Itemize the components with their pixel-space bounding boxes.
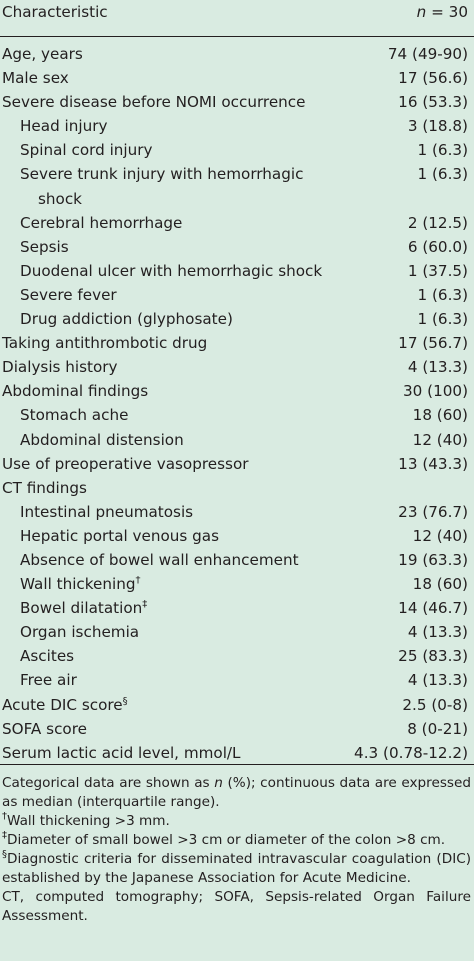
footnote-text: Wall thickening >3 mm. <box>7 813 170 829</box>
footnote-marker: § <box>122 695 128 707</box>
column-header-characteristic: Characteristic <box>2 3 108 21</box>
row-label: Spinal cord injury <box>20 141 153 160</box>
table-row <box>0 500 474 524</box>
row-label: Cerebral hemorrhage <box>20 213 183 232</box>
row-label: CT findings <box>2 478 87 497</box>
row-label-text: Bowel dilatation <box>20 599 143 618</box>
row-value: 23 (76.7) <box>398 502 468 521</box>
row-value: 3 (18.8) <box>407 117 468 136</box>
row-label: Serum lactic acid level, mmol/L <box>2 743 241 762</box>
row-value: 2 (12.5) <box>407 213 468 232</box>
n-symbol: n <box>214 775 223 791</box>
footnotes <box>0 774 474 926</box>
footnote-text: Diagnostic criteria for disseminated intravascular coagulation (DIC) established by the Japanese Association for Acute Medicine. <box>2 851 471 886</box>
footnote-section <box>0 850 474 888</box>
row-value: 4 (13.3) <box>407 358 468 377</box>
row-label: Drug addiction (glyphosate) <box>20 310 233 329</box>
row-label: Free air <box>20 671 77 690</box>
table-row <box>0 114 474 138</box>
row-label: Taking antithrombotic drug <box>2 334 208 353</box>
table-row <box>0 331 474 355</box>
row-value: 19 (63.3) <box>398 550 468 569</box>
row-label: Absence of bowel wall enhancement <box>20 550 299 569</box>
row-label <box>2 693 128 717</box>
row-value: 12 (40) <box>412 526 468 545</box>
row-value: 2.5 (0-8) <box>402 695 468 714</box>
header-rule <box>0 36 474 37</box>
row-label: Age, years <box>2 45 83 63</box>
row-value: 17 (56.7) <box>398 334 468 353</box>
table-row <box>0 259 474 283</box>
table-row <box>0 741 474 765</box>
row-label: Abdominal findings <box>2 382 149 401</box>
footnote-text: (%); continuous data are expressed as median (interquartile range). <box>2 775 471 810</box>
footnote-text: Categorical data are shown as <box>2 775 215 791</box>
table-row <box>0 66 474 90</box>
table-row <box>0 620 474 644</box>
row-value: 13 (43.3) <box>398 454 468 473</box>
table-row <box>0 403 474 427</box>
row-value: 4 (13.3) <box>407 671 468 690</box>
table-row <box>0 693 474 717</box>
row-value: 4 (13.3) <box>407 623 468 642</box>
row-label: Abdominal distension <box>20 430 184 449</box>
row-label: Severe fever <box>20 285 117 304</box>
row-value: 1 (6.3) <box>417 141 468 160</box>
table-row <box>0 90 474 114</box>
table-row <box>0 644 474 668</box>
row-label: Head injury <box>20 117 108 136</box>
footnote-abbreviations: CT, computed tomography; SOFA, Sepsis-related Organ Failure Assessment. <box>2 889 471 924</box>
row-value: 8 (0-21) <box>407 719 468 738</box>
row-label: Dialysis history <box>2 358 118 377</box>
row-value: 4.3 (0.78-12.2) <box>354 743 468 762</box>
row-value: 1 (6.3) <box>417 310 468 329</box>
row-label: Sepsis <box>20 237 69 256</box>
row-value: 18 (60) <box>412 406 468 425</box>
row-value: 14 (46.7) <box>398 599 468 618</box>
table-row <box>0 548 474 572</box>
row-value: 12 (40) <box>412 430 468 449</box>
footnote-categorical <box>0 774 474 812</box>
table-row <box>0 476 474 500</box>
table-row <box>0 211 474 235</box>
table-row <box>0 717 474 741</box>
row-value: 25 (83.3) <box>398 647 468 666</box>
row-label: Organ ischemia <box>20 623 140 642</box>
table-bottom-rule <box>0 764 474 765</box>
row-value: 30 (100) <box>403 382 468 401</box>
footnote-text: Diameter of small bowel >3 cm or diameter of the colon >8 cm. <box>7 832 446 848</box>
row-label: Hepatic portal venous gas <box>20 526 220 545</box>
row-label: Ascites <box>20 647 75 666</box>
row-label-text: Acute DIC score <box>2 695 123 714</box>
row-value: 18 (60) <box>412 575 468 594</box>
row-label: Male sex <box>2 69 69 88</box>
row-value: 1 (6.3) <box>417 165 468 184</box>
column-header-n <box>417 3 468 21</box>
footnote-double-dagger <box>0 831 474 850</box>
row-label <box>20 596 147 620</box>
table-row <box>0 42 474 66</box>
n-value: = 30 <box>426 3 468 21</box>
table-row <box>0 452 474 476</box>
table-row <box>0 283 474 307</box>
row-value: 16 (53.3) <box>398 93 468 112</box>
n-symbol: n <box>416 3 427 21</box>
table-row <box>0 307 474 331</box>
row-value: 17 (56.6) <box>398 69 468 88</box>
table-row <box>0 428 474 452</box>
table-row <box>0 379 474 403</box>
row-value: 6 (60.0) <box>407 237 468 256</box>
table-row <box>0 162 474 210</box>
table-row <box>0 572 474 596</box>
row-value: 74 (49-90) <box>387 45 468 63</box>
row-label: Intestinal pneumatosis <box>20 502 194 521</box>
table-body <box>0 42 474 765</box>
table-row <box>0 668 474 692</box>
row-value: 1 (37.5) <box>407 261 468 280</box>
table-row <box>0 235 474 259</box>
row-label <box>20 162 320 210</box>
table-row <box>0 355 474 379</box>
row-value: 1 (6.3) <box>417 285 468 304</box>
row-label: Use of preoperative vasopressor <box>2 454 249 473</box>
row-label-line2: shock <box>38 189 82 208</box>
footnote-marker: † <box>135 575 141 587</box>
row-label-text: Wall thickening <box>20 575 136 594</box>
table-row <box>0 596 474 620</box>
footnote-symbol: † <box>2 811 7 822</box>
row-label: Duodenal ulcer with hemorrhagic shock <box>20 261 323 280</box>
footnote-symbol: ‡ <box>2 830 7 841</box>
row-label: Severe disease before NOMI occurrence <box>2 93 306 112</box>
table-row <box>0 524 474 548</box>
row-label-line1: Severe trunk injury with hemorrhagic <box>20 165 304 184</box>
footnote-dagger <box>0 812 474 831</box>
table-row <box>0 138 474 162</box>
row-label: Stomach ache <box>20 406 129 425</box>
row-label: SOFA score <box>2 719 87 738</box>
row-label <box>20 572 140 596</box>
footnote-symbol: § <box>2 849 7 860</box>
footnote-marker: ‡ <box>142 599 148 611</box>
table-header <box>0 0 474 34</box>
